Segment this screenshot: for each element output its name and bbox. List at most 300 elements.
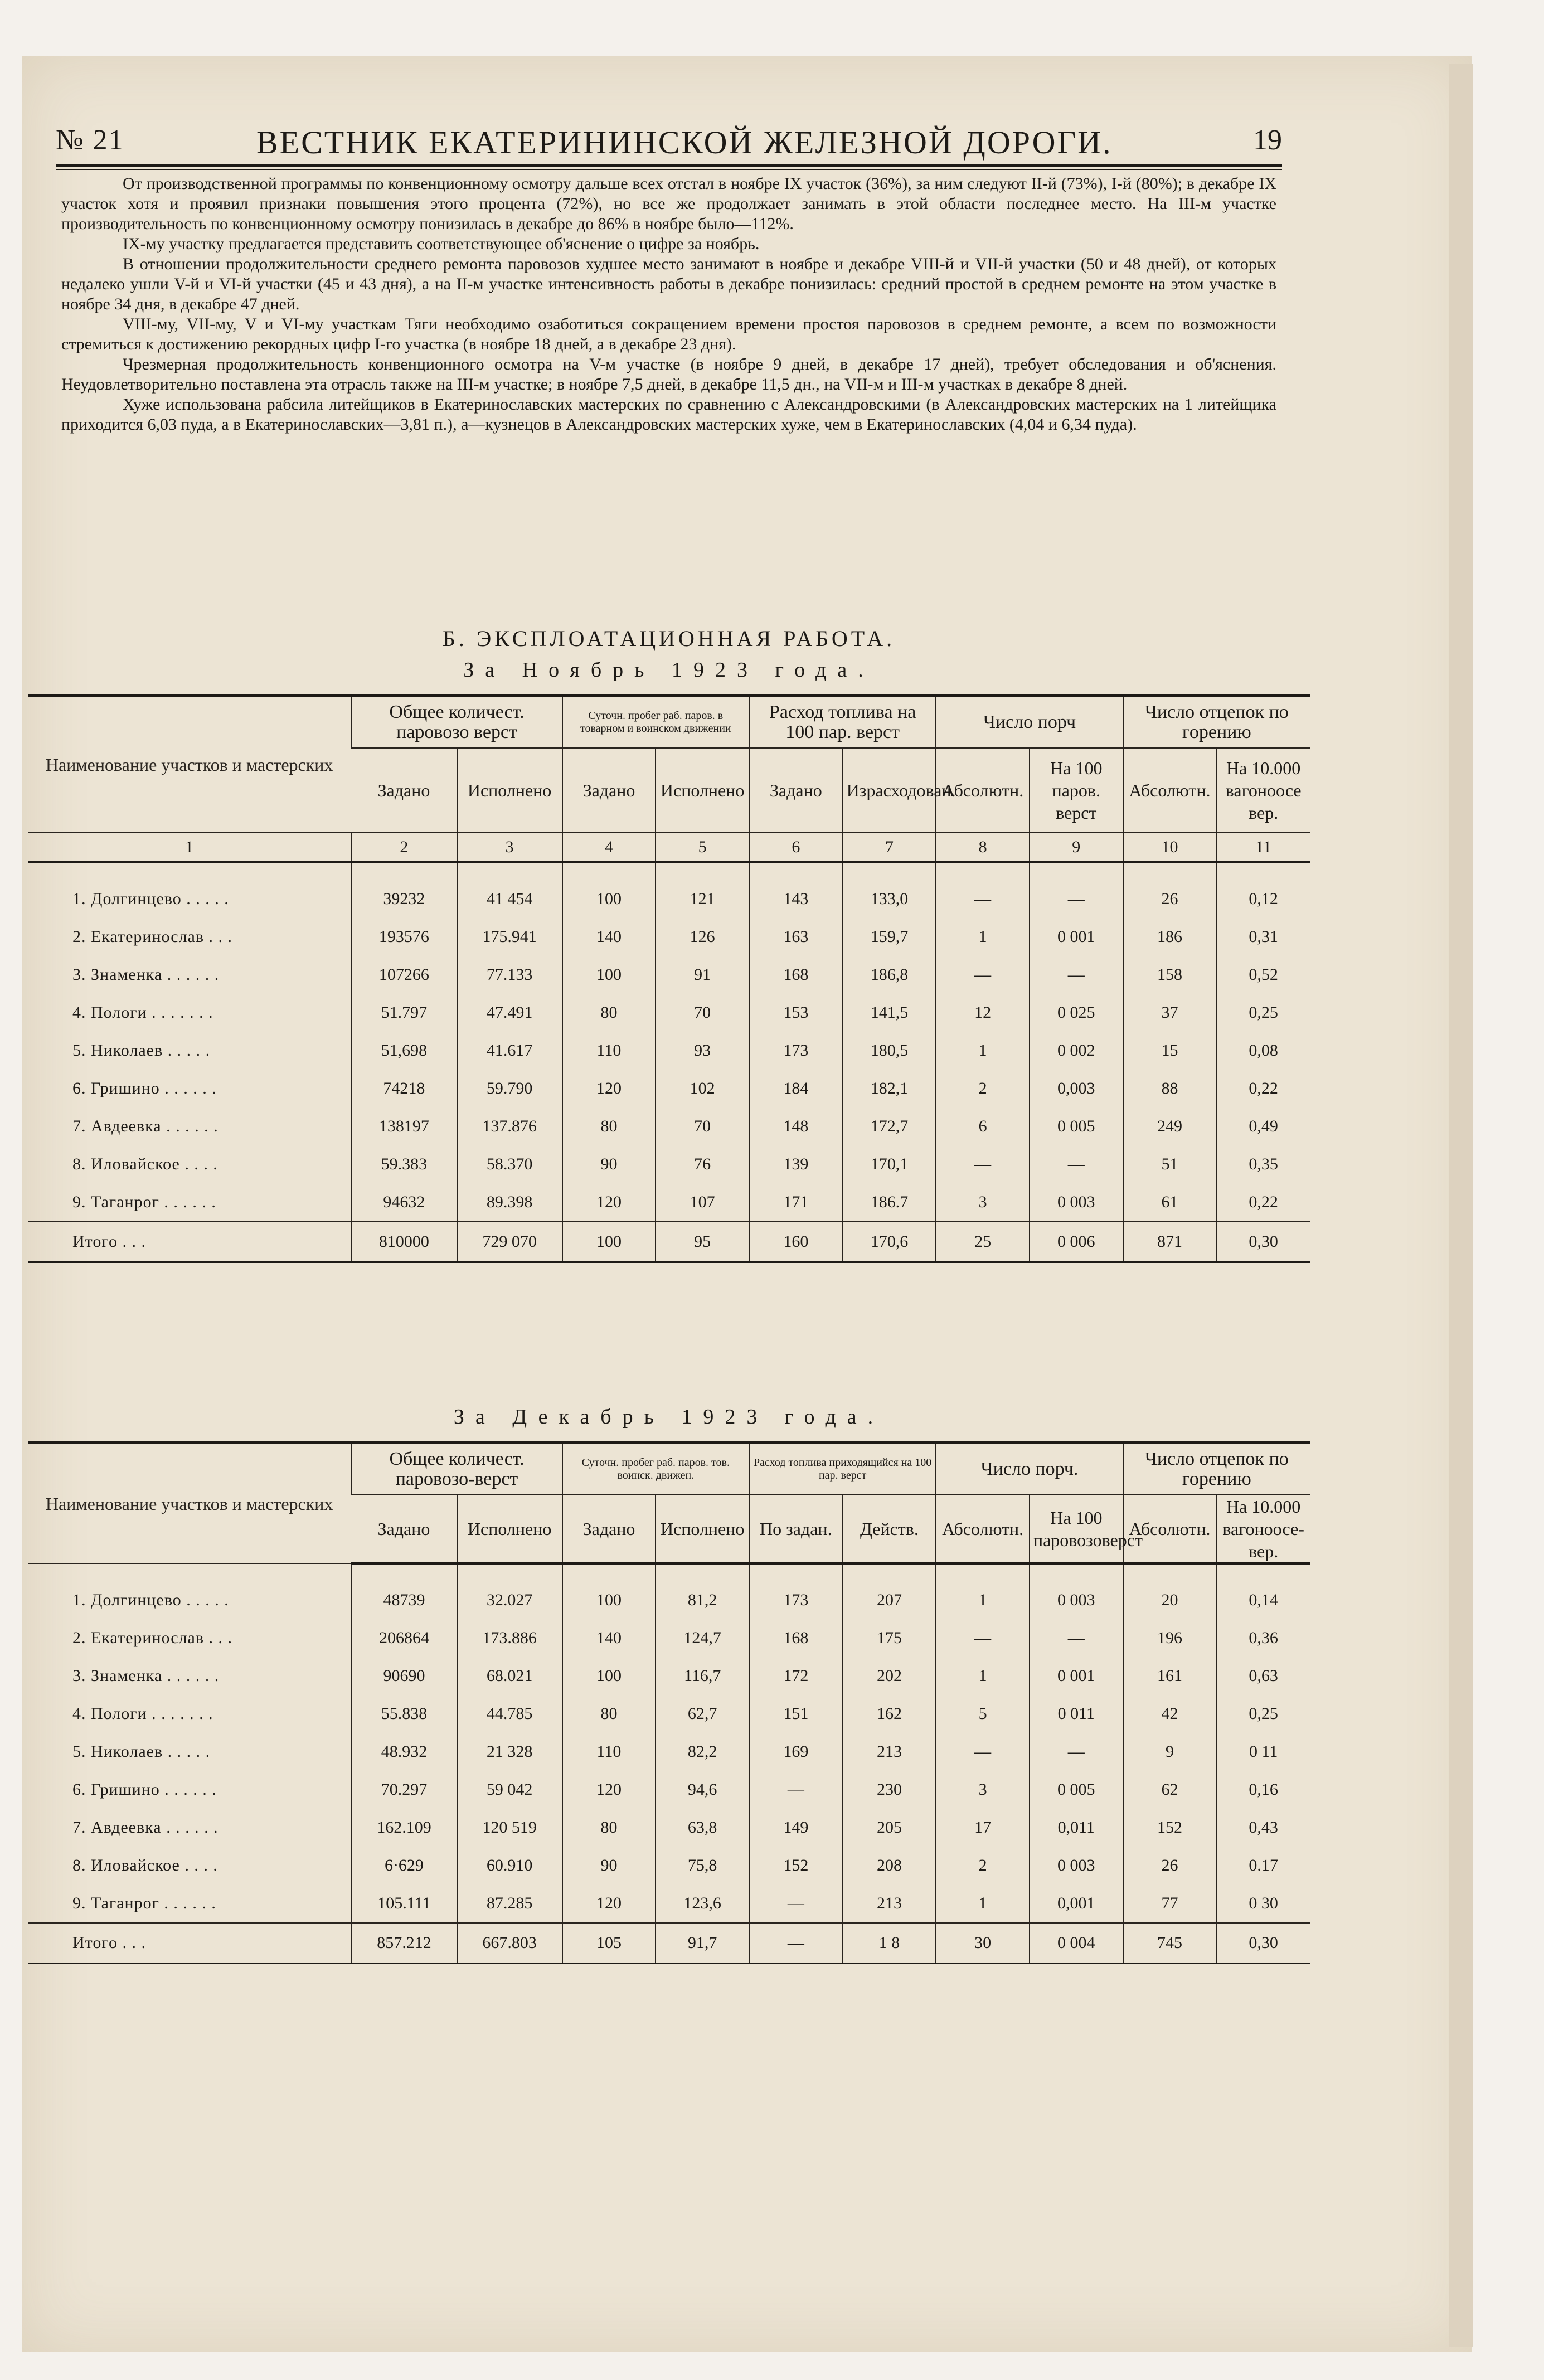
total-cell: 0 004 bbox=[1030, 1923, 1123, 1964]
table-cell: 186,8 bbox=[843, 956, 936, 994]
table-cell: 51,698 bbox=[351, 1032, 457, 1070]
table-cell: 120 bbox=[562, 1070, 656, 1108]
table-cell: 0.17 bbox=[1216, 1847, 1310, 1884]
table-cell: 138197 bbox=[351, 1108, 457, 1145]
column-number: 9 bbox=[1030, 833, 1123, 862]
table-cell: 93 bbox=[656, 1032, 749, 1070]
table-row bbox=[28, 956, 1310, 994]
table-row bbox=[28, 1884, 1310, 1923]
table-cell: 48739 bbox=[351, 1563, 457, 1619]
total-cell: 1 8 bbox=[843, 1923, 936, 1964]
table-cell: — bbox=[1030, 1145, 1123, 1183]
table-cell: 124,7 bbox=[656, 1619, 749, 1657]
table-row bbox=[28, 1145, 1310, 1183]
table-cell: 0 011 bbox=[1030, 1695, 1123, 1733]
table-cell: 0 002 bbox=[1030, 1032, 1123, 1070]
table-cell: 175.941 bbox=[457, 918, 562, 956]
table-cell: — bbox=[1030, 1619, 1123, 1657]
sub-header: Действ. bbox=[843, 1495, 936, 1563]
paragraph: От производственной программы по конвенционному осмотру дальше всех отстал в ноябре IX участок (36%), за ним следуют II-й (73%), I-й (80%); в декабре IX участок хотя и проявил признаки повышения этого процента (72%), но все же продолжает занимать в этой области последнее место. На III-м участке производительность по конвенционному осмотру понизилась в декабре до 86% в ноябре было—112%. bbox=[61, 174, 1276, 233]
total-cell: 160 bbox=[749, 1222, 843, 1262]
table-cell: — bbox=[1030, 956, 1123, 994]
section-name: 2. Екатеринослав . . . bbox=[72, 927, 233, 946]
table-cell: 70.297 bbox=[351, 1771, 457, 1809]
table-cell: 91 bbox=[656, 956, 749, 994]
section-name: 6. Гришино . . . . . . bbox=[72, 1780, 217, 1799]
table-cell: 20 bbox=[1123, 1563, 1217, 1619]
total-cell: 729 070 bbox=[457, 1222, 562, 1262]
section-name: 5. Николаев . . . . . bbox=[72, 1041, 211, 1060]
table-cell: 110 bbox=[562, 1733, 656, 1771]
table-cell: 120 519 bbox=[457, 1809, 562, 1847]
table-cell: 37 bbox=[1123, 994, 1217, 1032]
journal-title: ВЕСТНИК ЕКАТЕРИНИНСКОЙ ЖЕЛЕЗНОЙ ДОРОГИ. bbox=[256, 124, 1113, 161]
section-name: 4. Пологи . . . . . . . bbox=[72, 1704, 213, 1723]
table-cell: — bbox=[936, 1733, 1030, 1771]
table-cell: 149 bbox=[749, 1809, 843, 1847]
paragraph: Чрезмерная продолжительность конвенционного осмотра на V-м участке (в ноябре 9 дней, в декабре 17 дней), требует обследования и об'яснения. Неудовлетворительно поставлена эта отрасль также на III-м участке; в ноябре 7,5 дней, в декабре 11,5 дн., на VII-м и III-м участках в декабре 8 дней. bbox=[61, 355, 1276, 394]
sub-header: На 10.000 вагоноосе вер. bbox=[1216, 748, 1310, 833]
table-cell: 163 bbox=[749, 918, 843, 956]
table-cell: 1 bbox=[936, 1657, 1030, 1695]
table-cell: — bbox=[749, 1884, 843, 1923]
table-cell: 89.398 bbox=[457, 1183, 562, 1222]
column-number: 6 bbox=[749, 833, 843, 862]
section-name: 9. Таганрог . . . . . . bbox=[72, 1894, 216, 1912]
table-cell: 230 bbox=[843, 1771, 936, 1809]
column-number: 7 bbox=[843, 833, 936, 862]
table-cell: 2 bbox=[936, 1847, 1030, 1884]
table-cell: 39232 bbox=[351, 862, 457, 918]
table-cell: 0,011 bbox=[1030, 1809, 1123, 1847]
table-cell: 1 bbox=[936, 1884, 1030, 1923]
table-cell: 0,63 bbox=[1216, 1657, 1310, 1695]
section-name: 6. Гришино . . . . . . bbox=[72, 1079, 217, 1097]
table-cell: 213 bbox=[843, 1733, 936, 1771]
table-cell: 141,5 bbox=[843, 994, 936, 1032]
total-cell: 0 006 bbox=[1030, 1222, 1123, 1262]
table-row bbox=[28, 1657, 1310, 1695]
section-name: 1. Долгинцево . . . . . bbox=[72, 1590, 229, 1609]
paragraph: В отношении продолжительности среднего ремонта паровозов худшее место занимают в ноябре и декабре VIII-й и VII-й участки (50 и 48 дней), от которых недалеко ушли V-й и VI-й участки (45 и 43 дня), а на II-м участке интенсивность работы в декабре понизилась: средний простой в среднем ремонте на этом участке в ноябре 34 дня, в декабре 47 дней. bbox=[61, 255, 1276, 313]
table-cell: 170,1 bbox=[843, 1145, 936, 1183]
table-cell: 0,25 bbox=[1216, 994, 1310, 1032]
total-cell: — bbox=[749, 1923, 843, 1964]
table-cell: 80 bbox=[562, 1108, 656, 1145]
table-cell: 137.876 bbox=[457, 1108, 562, 1145]
table-row bbox=[28, 1847, 1310, 1884]
column-number: 1 bbox=[28, 833, 351, 862]
table-cell: 120 bbox=[562, 1884, 656, 1923]
section-name: 1. Долгинцево . . . . . bbox=[72, 890, 229, 908]
sub-header: Израсходован. bbox=[843, 748, 936, 833]
table-cell: 87.285 bbox=[457, 1884, 562, 1923]
table-cell: 100 bbox=[562, 956, 656, 994]
table-cell: 80 bbox=[562, 1695, 656, 1733]
table-cell: 59.383 bbox=[351, 1145, 457, 1183]
table-cell: 26 bbox=[1123, 1847, 1217, 1884]
table-cell: 173 bbox=[749, 1563, 843, 1619]
table-cell: — bbox=[936, 1145, 1030, 1183]
sub-header: На 10.000 вагоноосе-вер. bbox=[1216, 1495, 1310, 1563]
column-number: 5 bbox=[656, 833, 749, 862]
total-cell: 745 bbox=[1123, 1923, 1217, 1964]
table-cell: 140 bbox=[562, 1619, 656, 1657]
table-row bbox=[28, 1619, 1310, 1657]
table-cell: 173 bbox=[749, 1032, 843, 1070]
table-cell: 151 bbox=[749, 1695, 843, 1733]
group-header: Суточн. пробег раб. паров. в товарном и воинском движении bbox=[562, 696, 749, 749]
page-edge bbox=[1449, 64, 1473, 2347]
table-cell: 162.109 bbox=[351, 1809, 457, 1847]
december-table bbox=[28, 1441, 1310, 1964]
total-row bbox=[28, 1222, 1310, 1262]
table-cell: 0,16 bbox=[1216, 1771, 1310, 1809]
table-row bbox=[28, 1771, 1310, 1809]
table-cell: 102 bbox=[656, 1070, 749, 1108]
table-cell: 110 bbox=[562, 1032, 656, 1070]
table-cell: 62,7 bbox=[656, 1695, 749, 1733]
table-cell: 3 bbox=[936, 1771, 1030, 1809]
name-column-header: Наименование участков и мастерских bbox=[28, 696, 351, 833]
table-cell: — bbox=[936, 862, 1030, 918]
table-cell: 249 bbox=[1123, 1108, 1217, 1145]
table-row bbox=[28, 862, 1310, 918]
section-name: 8. Иловайское . . . . bbox=[72, 1155, 218, 1173]
table-cell: 0,49 bbox=[1216, 1108, 1310, 1145]
table-row bbox=[28, 1183, 1310, 1222]
section-title: Б. ЭКСПЛОАТАЦИОННАЯ РАБОТА. bbox=[442, 626, 896, 651]
table-cell: 63,8 bbox=[656, 1809, 749, 1847]
table-cell: 205 bbox=[843, 1809, 936, 1847]
table-cell: 41.617 bbox=[457, 1032, 562, 1070]
group-header: Число отцепок по горению bbox=[1123, 696, 1310, 749]
table-cell: 184 bbox=[749, 1070, 843, 1108]
table-cell: 6 bbox=[936, 1108, 1030, 1145]
total-cell: 0,30 bbox=[1216, 1222, 1310, 1262]
table-cell: 0 005 bbox=[1030, 1108, 1123, 1145]
group-header: Общее количест. паровозо верст bbox=[351, 696, 562, 749]
total-label: Итого . . . bbox=[28, 1923, 351, 1964]
table-cell: 41 454 bbox=[457, 862, 562, 918]
table-cell: 80 bbox=[562, 1809, 656, 1847]
table-cell: 168 bbox=[749, 1619, 843, 1657]
issue-number: № 21 bbox=[56, 124, 124, 156]
november-table bbox=[28, 694, 1310, 1263]
table-cell: 107 bbox=[656, 1183, 749, 1222]
table-cell: 21 328 bbox=[457, 1733, 562, 1771]
table-cell: 74218 bbox=[351, 1070, 457, 1108]
table-cell: 171 bbox=[749, 1183, 843, 1222]
sub-header: Исполнено bbox=[656, 748, 749, 833]
table-subtitle-november: За Ноябрь 1923 года. bbox=[463, 658, 875, 682]
table-cell: 175 bbox=[843, 1619, 936, 1657]
table-cell: 107266 bbox=[351, 956, 457, 994]
sub-header: Задано bbox=[562, 748, 656, 833]
table-cell: 182,1 bbox=[843, 1070, 936, 1108]
sub-header: Задано bbox=[749, 748, 843, 833]
table-cell: — bbox=[936, 1619, 1030, 1657]
table-cell: 196 bbox=[1123, 1619, 1217, 1657]
table-cell: 152 bbox=[1123, 1809, 1217, 1847]
sub-header: Абсолютн. bbox=[936, 748, 1030, 833]
table-cell: 0 025 bbox=[1030, 994, 1123, 1032]
table-cell: 59.790 bbox=[457, 1070, 562, 1108]
sub-header: Исполнено bbox=[656, 1495, 749, 1563]
table-cell: 6·629 bbox=[351, 1847, 457, 1884]
sub-header: Абсолютн. bbox=[1123, 748, 1217, 833]
table-cell: 0 001 bbox=[1030, 1657, 1123, 1695]
sub-header: Задано bbox=[562, 1495, 656, 1563]
section-name: 7. Авдеевка . . . . . . bbox=[72, 1117, 219, 1135]
table-cell: — bbox=[1030, 862, 1123, 918]
table-cell: 206864 bbox=[351, 1619, 457, 1657]
table-cell: 90690 bbox=[351, 1657, 457, 1695]
table-cell: 82,2 bbox=[656, 1733, 749, 1771]
table-cell: 186.7 bbox=[843, 1183, 936, 1222]
table-cell: 26 bbox=[1123, 862, 1217, 918]
table-cell: 169 bbox=[749, 1733, 843, 1771]
table-row bbox=[28, 1070, 1310, 1108]
table-cell: 90 bbox=[562, 1145, 656, 1183]
table-cell: 61 bbox=[1123, 1183, 1217, 1222]
paragraph: VIII-му, VII-му, V и VI-му участкам Тяги необходимо озаботиться сокращением времени простоя паровозов в среднем ремонте, а всем по возможности стремиться к достижению рекордных цифр I-го участка (в ноябре 18 дней, а в декабре 23 дня). bbox=[61, 315, 1276, 353]
table-row bbox=[28, 994, 1310, 1032]
header-rule-thin bbox=[56, 169, 1282, 170]
table-cell: 0 005 bbox=[1030, 1771, 1123, 1809]
table-cell: 0,31 bbox=[1216, 918, 1310, 956]
table-cell: 168 bbox=[749, 956, 843, 994]
table-cell: 123,6 bbox=[656, 1884, 749, 1923]
table-cell: 0,001 bbox=[1030, 1884, 1123, 1923]
table-cell: — bbox=[936, 956, 1030, 994]
column-number: 8 bbox=[936, 833, 1030, 862]
table-cell: 207 bbox=[843, 1563, 936, 1619]
section-name: 2. Екатеринослав . . . bbox=[72, 1629, 233, 1647]
sub-header: Абсолютн. bbox=[1123, 1495, 1217, 1563]
table-cell: 0,35 bbox=[1216, 1145, 1310, 1183]
table-cell: 213 bbox=[843, 1884, 936, 1923]
column-number: 2 bbox=[351, 833, 457, 862]
sub-header: На 100 паров. верст bbox=[1030, 748, 1123, 833]
page-header bbox=[56, 124, 1282, 163]
table-cell: 0 003 bbox=[1030, 1847, 1123, 1884]
total-cell: 170,6 bbox=[843, 1222, 936, 1262]
section-name: 5. Николаев . . . . . bbox=[72, 1742, 211, 1761]
table-cell: — bbox=[749, 1771, 843, 1809]
table-cell: 193576 bbox=[351, 918, 457, 956]
sub-header: На 100 паровозоверст bbox=[1030, 1495, 1123, 1563]
table-row bbox=[28, 1695, 1310, 1733]
paragraph: Хуже использована рабсила литейщиков в Екатеринославских мастерских по сравнению с Александровскими (в Александровских мастерских на 1 литейщика приходится 6,03 пуда, а в Екатеринославских—3,81 п.), а—кузнецов в Александровских мастерских хуже, чем в Екатеринославских (4,04 и 6,34 пуда). bbox=[61, 395, 1276, 434]
sub-header: Абсолютн. bbox=[936, 1495, 1030, 1563]
table-cell: 186 bbox=[1123, 918, 1217, 956]
table-cell: 0 003 bbox=[1030, 1183, 1123, 1222]
sub-header: Задано bbox=[351, 1495, 457, 1563]
table-cell: 51 bbox=[1123, 1145, 1217, 1183]
table-cell: 17 bbox=[936, 1809, 1030, 1847]
table-cell: 2 bbox=[936, 1070, 1030, 1108]
table-cell: — bbox=[1030, 1733, 1123, 1771]
table-cell: 70 bbox=[656, 994, 749, 1032]
table-cell: 162 bbox=[843, 1695, 936, 1733]
table-cell: 153 bbox=[749, 994, 843, 1032]
table-cell: 75,8 bbox=[656, 1847, 749, 1884]
table-cell: 1 bbox=[936, 1032, 1030, 1070]
table-cell: 44.785 bbox=[457, 1695, 562, 1733]
table-cell: 126 bbox=[656, 918, 749, 956]
table-cell: 48.932 bbox=[351, 1733, 457, 1771]
table-cell: 158 bbox=[1123, 956, 1217, 994]
table-cell: 0,36 bbox=[1216, 1619, 1310, 1657]
table-cell: 180,5 bbox=[843, 1032, 936, 1070]
table-cell: 68.021 bbox=[457, 1657, 562, 1695]
table-cell: 0 001 bbox=[1030, 918, 1123, 956]
table-cell: 120 bbox=[562, 1183, 656, 1222]
table-cell: 62 bbox=[1123, 1771, 1217, 1809]
group-header: Число отцепок по горению bbox=[1123, 1443, 1310, 1495]
table-row bbox=[28, 1809, 1310, 1847]
table-cell: 1 bbox=[936, 1563, 1030, 1619]
section-name: 8. Иловайское . . . . bbox=[72, 1856, 218, 1874]
section-name: 9. Таганрог . . . . . . bbox=[72, 1193, 216, 1211]
paragraph: IX-му участку предлагается представить соответствующее об'яснение о цифре за ноябрь. bbox=[123, 235, 760, 253]
table-cell: 0,25 bbox=[1216, 1695, 1310, 1733]
section-name: 7. Авдеевка . . . . . . bbox=[72, 1818, 219, 1837]
header-rule bbox=[56, 164, 1282, 167]
table-cell: 32.027 bbox=[457, 1563, 562, 1619]
table-cell: 121 bbox=[656, 862, 749, 918]
name-column-header: Наименование участков и мастерских bbox=[28, 1443, 351, 1564]
table-cell: 0 003 bbox=[1030, 1563, 1123, 1619]
article-text bbox=[61, 174, 1276, 435]
sub-header: Исполнено bbox=[457, 1495, 562, 1563]
table-cell: 139 bbox=[749, 1145, 843, 1183]
table-cell: 60.910 bbox=[457, 1847, 562, 1884]
table-cell: 0,08 bbox=[1216, 1032, 1310, 1070]
table-cell: 148 bbox=[749, 1108, 843, 1145]
table-cell: 15 bbox=[1123, 1032, 1217, 1070]
total-cell: 810000 bbox=[351, 1222, 457, 1262]
table-cell: 77.133 bbox=[457, 956, 562, 994]
table-cell: 105.111 bbox=[351, 1884, 457, 1923]
total-cell: 91,7 bbox=[656, 1923, 749, 1964]
table-cell: 0,003 bbox=[1030, 1070, 1123, 1108]
table-cell: 0,52 bbox=[1216, 956, 1310, 994]
table-cell: 0,22 bbox=[1216, 1183, 1310, 1222]
table-cell: 172 bbox=[749, 1657, 843, 1695]
total-cell: 857.212 bbox=[351, 1923, 457, 1964]
table-cell: 42 bbox=[1123, 1695, 1217, 1733]
table-cell: 94632 bbox=[351, 1183, 457, 1222]
table-cell: 0 30 bbox=[1216, 1884, 1310, 1923]
table-row bbox=[28, 1563, 1310, 1619]
table-cell: 116,7 bbox=[656, 1657, 749, 1695]
table-cell: 173.886 bbox=[457, 1619, 562, 1657]
table-cell: 100 bbox=[562, 1563, 656, 1619]
table-cell: 0,12 bbox=[1216, 862, 1310, 918]
table-cell: 70 bbox=[656, 1108, 749, 1145]
section-name: 3. Знаменка . . . . . . bbox=[72, 965, 220, 984]
table-cell: 51.797 bbox=[351, 994, 457, 1032]
group-header: Число порч bbox=[936, 696, 1123, 749]
total-cell: 871 bbox=[1123, 1222, 1217, 1262]
table-cell: 1 bbox=[936, 918, 1030, 956]
table-row bbox=[28, 1032, 1310, 1070]
table-cell: 208 bbox=[843, 1847, 936, 1884]
table-cell: 94,6 bbox=[656, 1771, 749, 1809]
table-cell: 100 bbox=[562, 1657, 656, 1695]
table-cell: 47.491 bbox=[457, 994, 562, 1032]
total-label: Итого . . . bbox=[28, 1222, 351, 1262]
table-cell: 88 bbox=[1123, 1070, 1217, 1108]
group-header: Общее количест. паровозо-верст bbox=[351, 1443, 562, 1495]
column-number: 10 bbox=[1123, 833, 1217, 862]
column-number: 3 bbox=[457, 833, 562, 862]
total-row bbox=[28, 1923, 1310, 1964]
page-number: 19 bbox=[1253, 124, 1282, 156]
table-cell: 55.838 bbox=[351, 1695, 457, 1733]
sub-header: Задано bbox=[351, 748, 457, 833]
table-row bbox=[28, 1108, 1310, 1145]
table-cell: 76 bbox=[656, 1145, 749, 1183]
table-cell: 100 bbox=[562, 862, 656, 918]
table-cell: 58.370 bbox=[457, 1145, 562, 1183]
table-subtitle-december: За Декабрь 1923 года. bbox=[453, 1405, 885, 1429]
group-header: Расход топлива на 100 пар. верст bbox=[749, 696, 936, 749]
table-cell: 202 bbox=[843, 1657, 936, 1695]
section-name: 4. Пологи . . . . . . . bbox=[72, 1003, 213, 1022]
total-cell: 95 bbox=[656, 1222, 749, 1262]
sub-header: По задан. bbox=[749, 1495, 843, 1563]
table-cell: 143 bbox=[749, 862, 843, 918]
total-cell: 0,30 bbox=[1216, 1923, 1310, 1964]
total-cell: 105 bbox=[562, 1923, 656, 1964]
table-cell: 172,7 bbox=[843, 1108, 936, 1145]
table-cell: 59 042 bbox=[457, 1771, 562, 1809]
table-row bbox=[28, 1733, 1310, 1771]
column-number: 4 bbox=[562, 833, 656, 862]
table-cell: 0,22 bbox=[1216, 1070, 1310, 1108]
table-cell: 159,7 bbox=[843, 918, 936, 956]
table-cell: 3 bbox=[936, 1183, 1030, 1222]
table-cell: 133,0 bbox=[843, 862, 936, 918]
table-cell: 9 bbox=[1123, 1733, 1217, 1771]
total-cell: 667.803 bbox=[457, 1923, 562, 1964]
total-cell: 100 bbox=[562, 1222, 656, 1262]
table-cell: 81,2 bbox=[656, 1563, 749, 1619]
group-header: Число порч. bbox=[936, 1443, 1123, 1495]
table-cell: 80 bbox=[562, 994, 656, 1032]
table-cell: 0,43 bbox=[1216, 1809, 1310, 1847]
table-row bbox=[28, 918, 1310, 956]
sub-header: Исполнено bbox=[457, 748, 562, 833]
column-number: 11 bbox=[1216, 833, 1310, 862]
group-header: Расход топлива приходящийся на 100 пар. верст bbox=[749, 1443, 936, 1495]
table-cell: 90 bbox=[562, 1847, 656, 1884]
total-cell: 30 bbox=[936, 1923, 1030, 1964]
table-cell: 140 bbox=[562, 918, 656, 956]
table-cell: 152 bbox=[749, 1847, 843, 1884]
table-cell: 77 bbox=[1123, 1884, 1217, 1923]
table-cell: 0 11 bbox=[1216, 1733, 1310, 1771]
table-cell: 0,14 bbox=[1216, 1563, 1310, 1619]
total-cell: 25 bbox=[936, 1222, 1030, 1262]
table-cell: 5 bbox=[936, 1695, 1030, 1733]
table-cell: 120 bbox=[562, 1771, 656, 1809]
table-cell: 161 bbox=[1123, 1657, 1217, 1695]
section-name: 3. Знаменка . . . . . . bbox=[72, 1667, 220, 1685]
